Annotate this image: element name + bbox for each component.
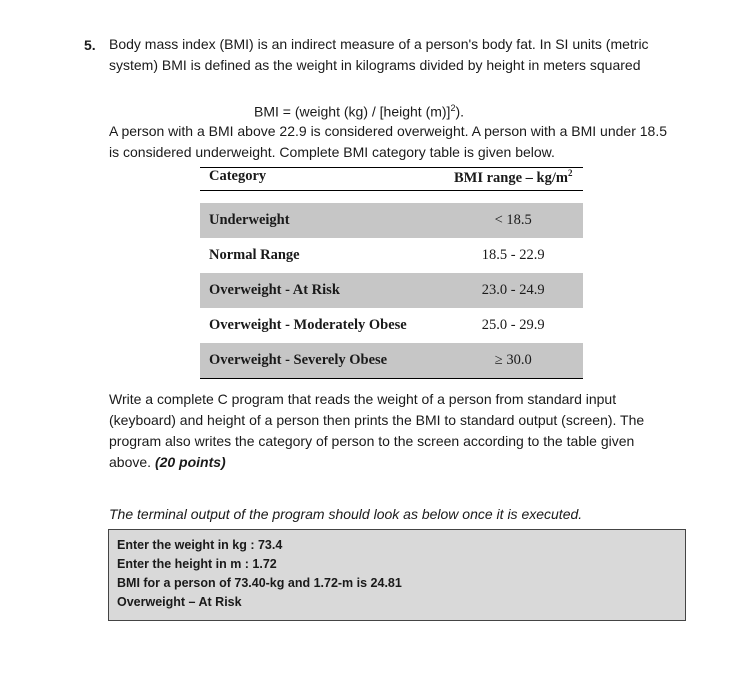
header-range-exponent: 2 xyxy=(567,168,573,178)
formula-exponent: 2 xyxy=(450,103,456,113)
thresholds-paragraph: A person with a BMI above 22.9 is considered overweight. A person with a BMI under 18.5 is considered underweight. Complete BMI category table is given below. xyxy=(109,123,667,160)
table-row xyxy=(200,273,583,308)
terminal-line: Enter the height in m : 1.72 xyxy=(117,557,277,571)
table-row xyxy=(200,343,583,379)
row-range: < 18.5 xyxy=(443,203,583,238)
row-range: ≥ 30.0 xyxy=(443,343,583,379)
row-category: Overweight - Moderately Obese xyxy=(209,317,407,333)
header-category: Category xyxy=(200,168,443,191)
header-range-text: BMI range – kg/m xyxy=(453,169,568,186)
bmi-category-table xyxy=(200,167,583,379)
table-row xyxy=(200,238,583,273)
terminal-line: BMI for a person of 73.40-kg and 1.72-m is 24.81 xyxy=(117,576,402,590)
terminal-line: Overweight – At Risk xyxy=(117,595,242,609)
row-category: Underweight xyxy=(200,203,443,238)
terminal-intro: The terminal output of the program should look as below once it is executed. xyxy=(109,506,583,522)
header-bmi-range xyxy=(443,168,583,191)
row-range: 18.5 - 22.9 xyxy=(481,247,545,263)
row-category: Overweight - At Risk xyxy=(200,273,443,308)
points-label: (20 points) xyxy=(154,454,226,470)
row-category: Normal Range xyxy=(209,247,300,263)
task-paragraph xyxy=(109,389,679,473)
table-spacer-row xyxy=(200,191,583,204)
task-text: Write a complete C program that reads the weight of a person from standard input (keyboard) and height of a person then prints the BMI to standard output (screen). The program also writes the category of person to the screen according to the table given above. xyxy=(109,391,645,470)
row-range: 25.0 - 29.9 xyxy=(481,317,545,333)
row-range: 23.0 - 24.9 xyxy=(443,273,583,308)
formula-suffix: ). xyxy=(455,103,465,120)
table-row xyxy=(200,308,583,343)
terminal-output-box xyxy=(108,529,686,621)
bmi-formula xyxy=(254,98,464,122)
table-header-row xyxy=(200,168,583,191)
question-number: 5. xyxy=(84,37,96,53)
table-row xyxy=(200,203,583,238)
terminal-line: Enter the weight in kg : 73.4 xyxy=(117,538,283,552)
intro-paragraph: Body mass index (BMI) is an indirect measure of a person's body fat. In SI units (metric system) BMI is defined as the weight in kilograms divided by height in meters squared xyxy=(109,36,649,73)
formula-text: BMI = (weight (kg) / [height (m)] xyxy=(254,103,451,120)
row-category: Overweight - Severely Obese xyxy=(200,343,443,379)
